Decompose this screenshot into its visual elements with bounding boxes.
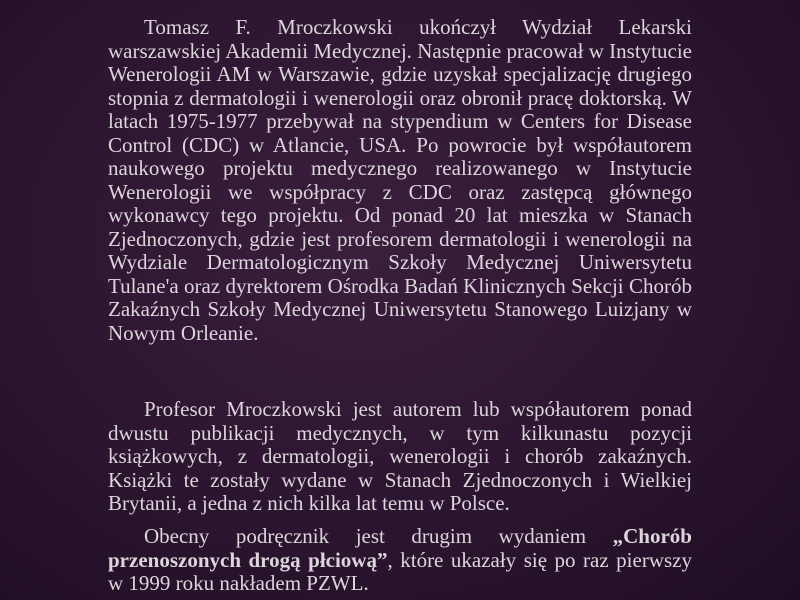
edition-paragraph	[108, 525, 692, 596]
book-back-cover-text	[108, 6, 692, 596]
edition-text-after: , które ukazały się po raz pierwszy w 1999 roku nakładem PZWL.	[108, 547, 692, 595]
edition-text-before: Obecny podręcznik jest drugim wydaniem	[144, 524, 613, 548]
author-bio-paragraph: Tomasz F. Mroczkowski ukończył Wydział Lekarski warszawskiej Akademii Medycznej. Następnie pracował w Instytucie Wenerologii AM w Warszawie, gdzie uzyskał specjalizację drugiego stopnia z dermatologii i wenerologii oraz obronił pracę doktorską. W latach 1975-1977 przebywał na stypendium w Centers for Disease Control (CDC) w Atlancie, USA. Po powrocie był współautorem naukowego projektu medycznego realizowanego w Instytucie Wenerologii we współpracy z CDC oraz zastępcą głównego wykonawcy tego projektu. Od ponad 20 lat mieszka w Stanach Zjednoczonych, gdzie jest profesorem dermatologii i wenerologii na Wydziale Dermatologicznym Szkoły Medycznej Uniwersytetu Tulane'a oraz dyrektorem Ośrodka Badań Klinicznych Sekcji Chorób Zakaźnych Szkoły Medycznej Uniwersytetu Stanowego Luizjany w Nowym Orleanie.	[108, 15, 692, 345]
book-title: „Chorób przenoszonych drogą płciową”	[108, 524, 692, 572]
publications-paragraph: Profesor Mroczkowski jest autorem lub współautorem ponad dwustu publikacji medycznych, w tym kilkunastu pozycji książkowych, z dermatologii, wenerologii i chorób zakaźnych. Książki te zostały wydane w Stanach Zjednoczonych i Wielkiej Brytanii, a jedna z nich kilka lat temu w Polsce.	[108, 397, 692, 515]
